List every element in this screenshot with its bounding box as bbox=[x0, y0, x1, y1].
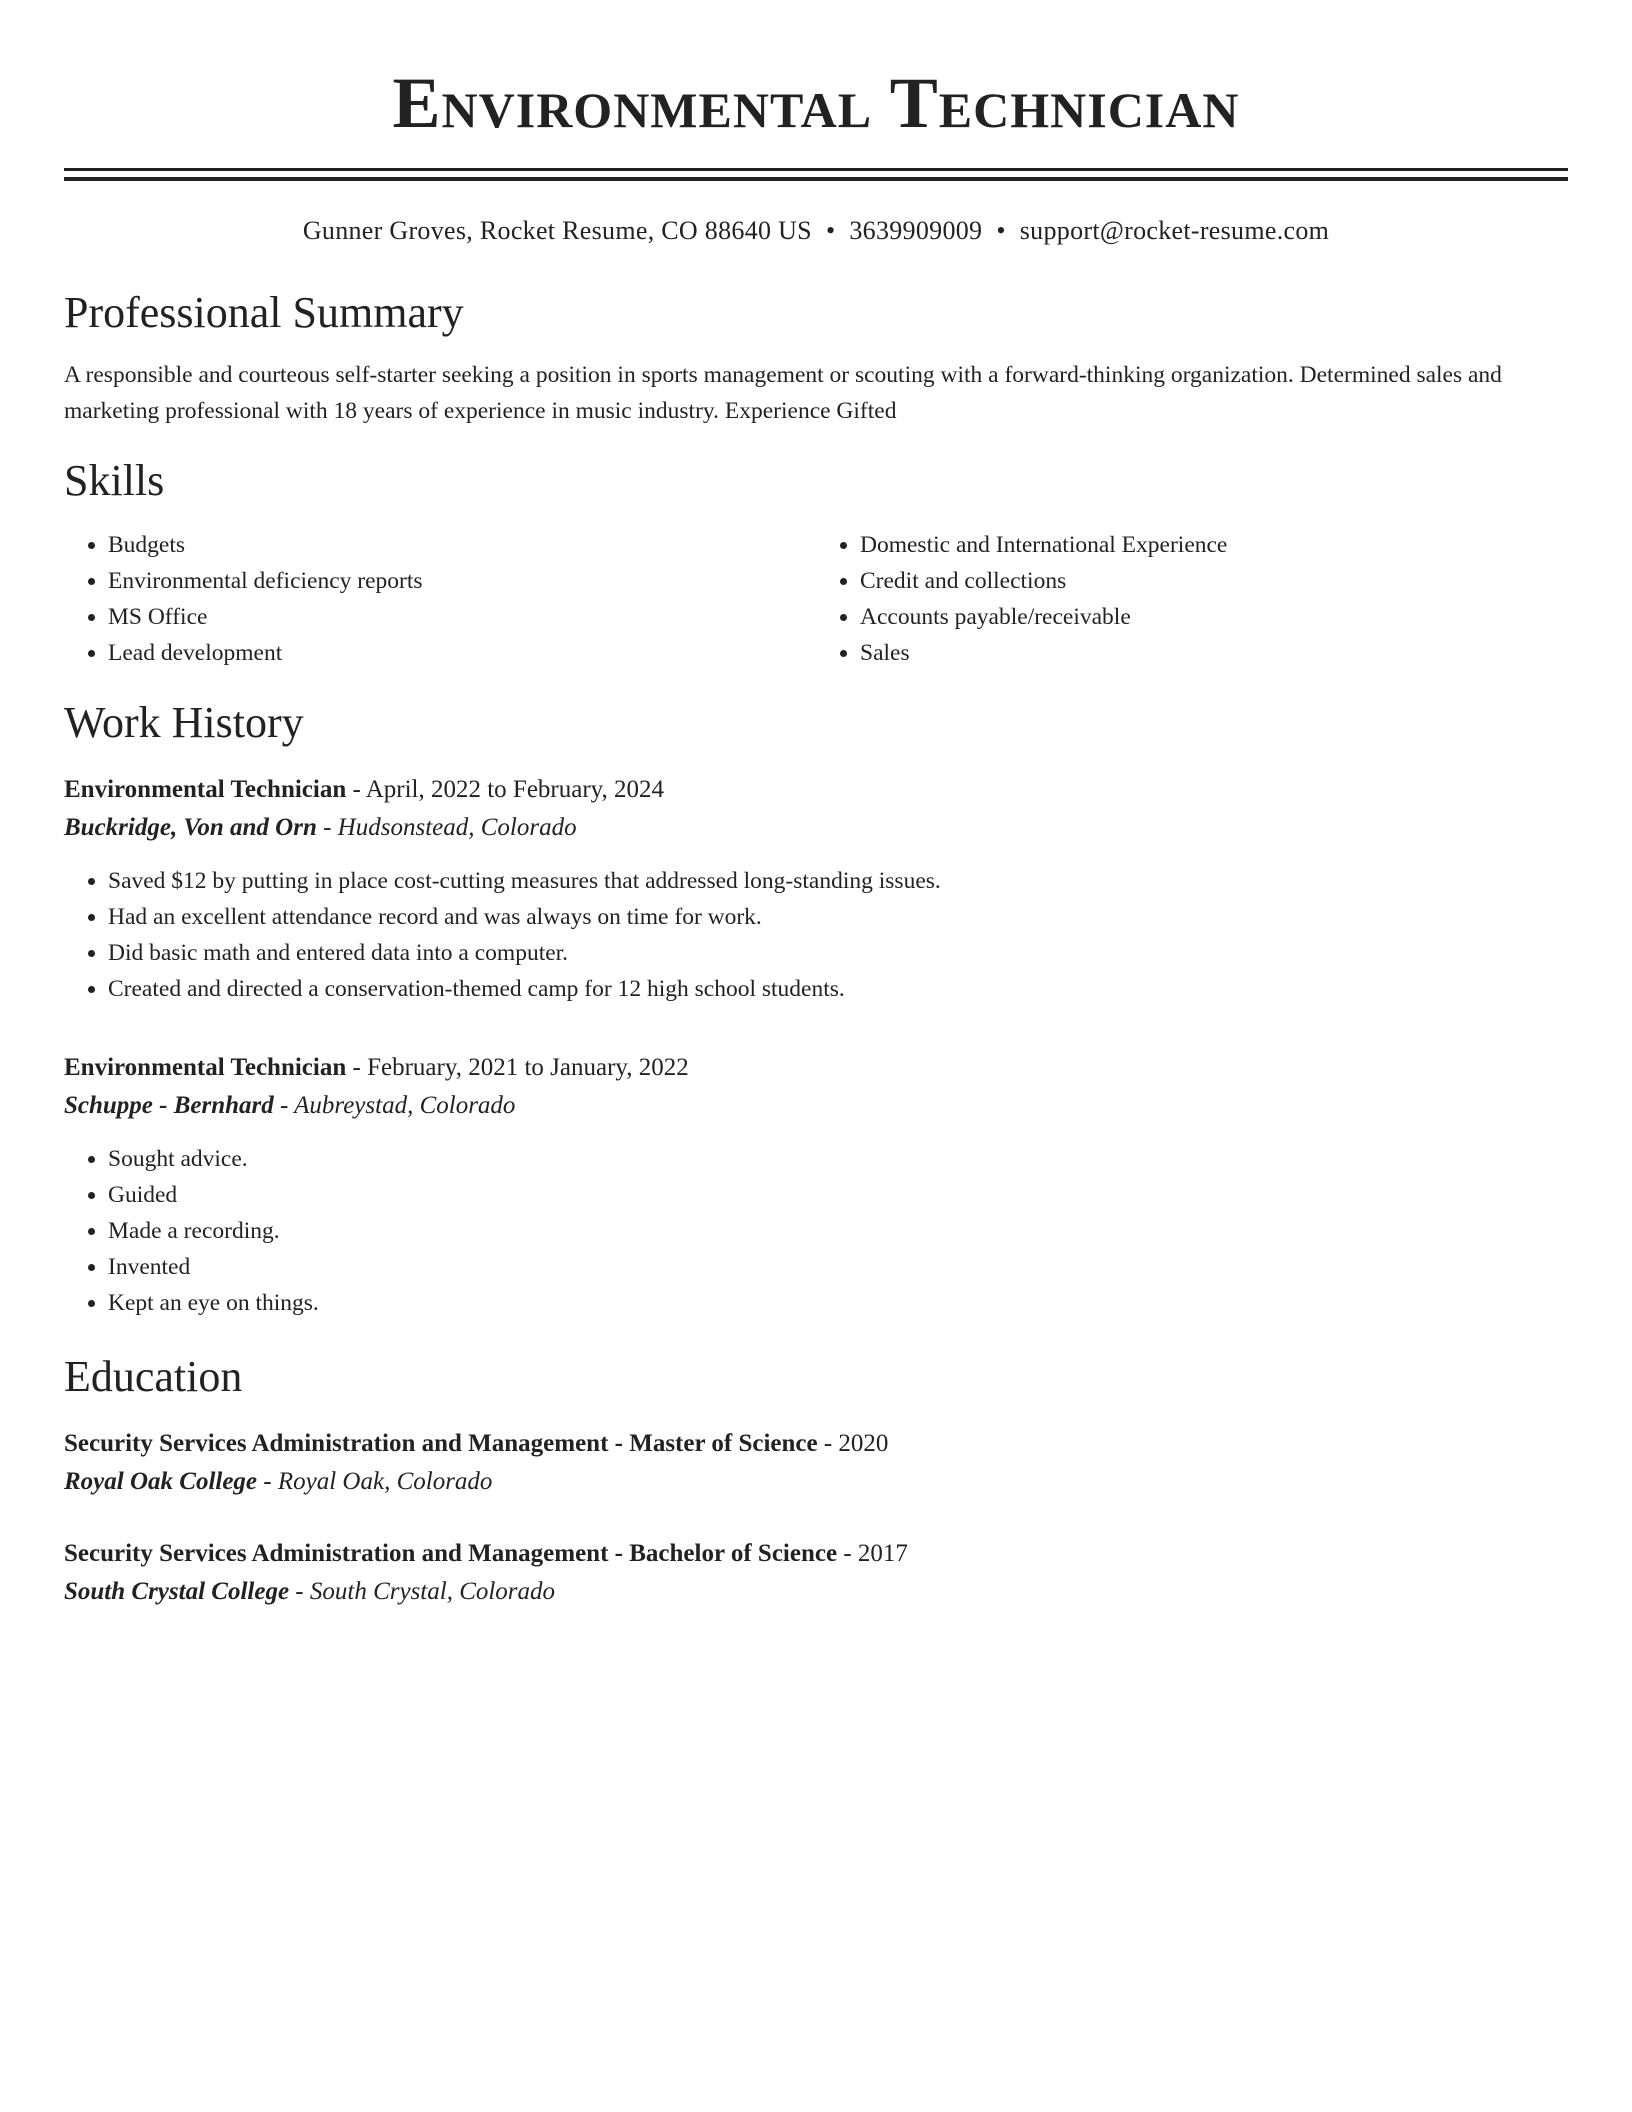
header-divider-top bbox=[64, 168, 1568, 171]
job-company: Buckridge, Von and Orn bbox=[64, 814, 317, 841]
school-name: South Crystal College bbox=[64, 1578, 290, 1605]
job-bullets bbox=[64, 1141, 1568, 1321]
education-heading: Education bbox=[64, 1352, 243, 1401]
skill-item: • Domestic and International Experience bbox=[860, 527, 1568, 563]
school-name: Royal Oak College bbox=[64, 1468, 258, 1495]
contact-separator: • bbox=[825, 216, 836, 245]
job-dates: - February, 2021 to January, 2022 bbox=[346, 1054, 689, 1081]
contact-address: Gunner Groves, Rocket Resume, CO 88640 US bbox=[302, 216, 812, 245]
contact-line bbox=[64, 215, 1568, 247]
skill-item: • MS Office bbox=[108, 599, 816, 635]
degree-name: Security Services Administration and Management - Bachelor of Science bbox=[64, 1540, 838, 1567]
skills-column-left bbox=[64, 527, 816, 671]
header-divider-bottom bbox=[64, 177, 1568, 181]
job-entry bbox=[64, 1049, 1568, 1321]
job-bullet: • Made a recording. bbox=[108, 1213, 1568, 1249]
job-company-line bbox=[64, 809, 1568, 847]
skill-item: • Accounts payable/receivable bbox=[860, 599, 1568, 635]
degree-line bbox=[64, 1425, 1568, 1463]
resume-name: Environmental Technician bbox=[392, 63, 1240, 143]
school-location: - Royal Oak, Colorado bbox=[257, 1468, 493, 1495]
school-line bbox=[64, 1463, 1568, 1501]
contact-separator: • bbox=[996, 216, 1006, 245]
school-line bbox=[64, 1573, 1568, 1611]
job-dates: - April, 2022 to February, 2024 bbox=[346, 776, 665, 803]
skill-item: • Environmental deficiency reports bbox=[108, 563, 816, 599]
job-bullet: • Created and directed a conservation-themed camp for 12 high school students. bbox=[108, 971, 1568, 1007]
job-title-line bbox=[64, 771, 1568, 809]
skills-column-right bbox=[816, 527, 1568, 671]
school-location: - South Crystal, Colorado bbox=[289, 1578, 556, 1605]
job-location: - Hudsonstead, Colorado bbox=[316, 814, 577, 841]
contact-email: support@rocket-resume.com bbox=[1019, 216, 1330, 245]
education-entry bbox=[64, 1535, 1568, 1611]
job-role: Environmental Technician bbox=[64, 1054, 347, 1081]
job-title-line bbox=[64, 1049, 1568, 1087]
summary-heading: Professional Summary bbox=[64, 288, 464, 337]
job-bullet: • Saved $12 by putting in place cost-cutting measures that addressed long-standing issues. bbox=[108, 863, 1568, 899]
contact-phone: 3639909009 bbox=[849, 216, 983, 245]
degree-year: - 2017 bbox=[837, 1540, 908, 1567]
degree-line bbox=[64, 1535, 1568, 1573]
job-bullet: • Did basic math and entered data into a computer. bbox=[108, 935, 1568, 971]
job-bullet: • Kept an eye on things. bbox=[108, 1285, 1568, 1321]
skill-item: • Budgets bbox=[108, 527, 816, 563]
degree-name: Security Services Administration and Management - Master of Science bbox=[64, 1430, 818, 1457]
job-company-line bbox=[64, 1087, 1568, 1125]
education-entry bbox=[64, 1425, 1568, 1501]
job-location: - Aubreystad, Colorado bbox=[273, 1092, 516, 1119]
job-bullet: • Guided bbox=[108, 1177, 1568, 1213]
skill-item: • Sales bbox=[860, 635, 1568, 671]
job-bullet: • Invented bbox=[108, 1249, 1568, 1285]
skill-item: • Credit and collections bbox=[860, 563, 1568, 599]
work-history-heading: Work History bbox=[64, 698, 304, 747]
job-role: Environmental Technician bbox=[64, 776, 347, 803]
job-company: Schuppe - Bernhard bbox=[64, 1092, 274, 1119]
summary-text: A responsible and courteous self-starter seeking a position in sports management or scouting with a forward-thinking organization. Determined sales and marketing professional with 18 years of experience in music industry. Experience Gifted bbox=[64, 362, 1502, 424]
job-bullets bbox=[64, 863, 1568, 1007]
job-bullet: • Sought advice. bbox=[108, 1141, 1568, 1177]
skills-list bbox=[64, 527, 1568, 671]
job-entry bbox=[64, 771, 1568, 1007]
degree-year: - 2020 bbox=[817, 1430, 889, 1457]
job-bullet: • Had an excellent attendance record and was always on time for work. bbox=[108, 899, 1568, 935]
skill-item: • Lead development bbox=[108, 635, 816, 671]
skills-heading: Skills bbox=[64, 456, 165, 505]
